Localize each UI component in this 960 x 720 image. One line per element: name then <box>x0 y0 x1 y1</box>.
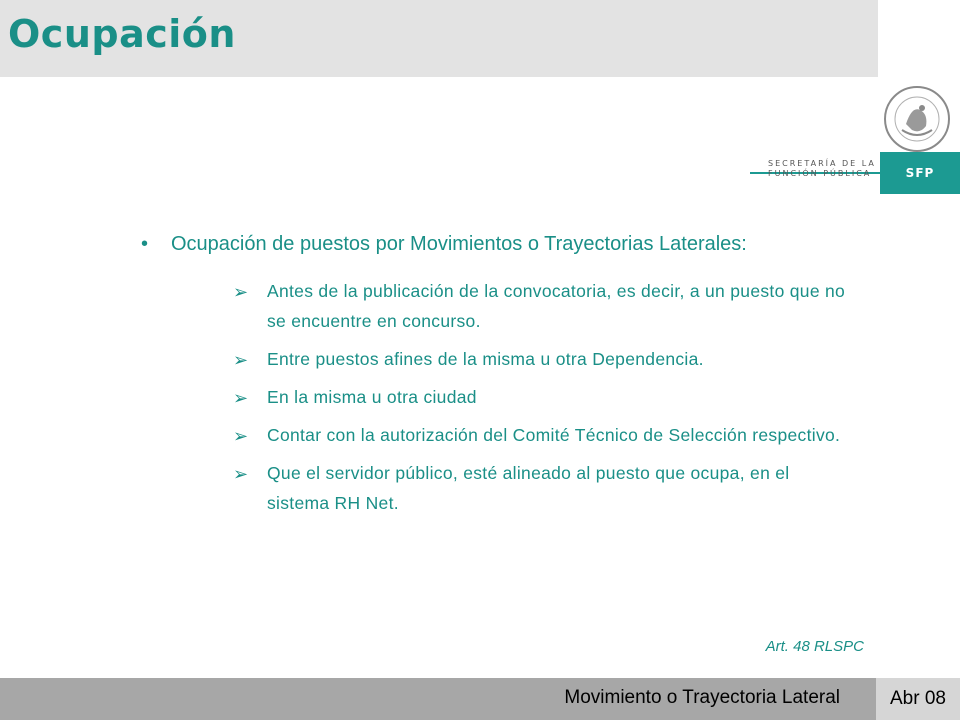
national-seal-icon <box>882 84 952 154</box>
list-item <box>229 382 853 412</box>
arrow-bullet-icon: ➢ <box>233 464 249 484</box>
arrow-bullet-icon: ➢ <box>233 388 249 408</box>
slide-content <box>133 229 853 526</box>
arrow-bullet-icon: ➢ <box>233 350 249 370</box>
footer-date <box>876 678 960 720</box>
legal-reference: Art. 48 RLSPC <box>765 638 864 655</box>
list-item-text: Contar con la autorización del Comité Técnico de Selección respectivo. <box>267 425 841 445</box>
list-item <box>229 420 853 450</box>
list-item <box>229 458 853 518</box>
list-item-text: En la misma u otra ciudad <box>267 387 477 407</box>
sfp-logo <box>880 152 960 194</box>
list-item <box>229 344 853 374</box>
title-bar <box>0 0 878 77</box>
main-bullet-text: Ocupación de puestos por Movimientos o Trayectorias Laterales: <box>171 233 747 255</box>
footer-date-text: Abr 08 <box>890 688 946 709</box>
footer-label: Movimiento o Trayectoria Lateral <box>564 687 840 708</box>
arrow-bullet-icon: ➢ <box>233 282 249 302</box>
sub-bullet-list <box>133 276 853 518</box>
org-name-line1: SECRETARÍA DE LA <box>768 159 876 168</box>
main-bullet-item <box>133 229 853 260</box>
bullet-icon: • <box>141 233 149 255</box>
list-item-text: Entre puestos afines de la misma u otra Dependencia. <box>267 349 704 369</box>
list-item-text: Que el servidor público, esté alineado al puesto que ocupa, en el sistema RH Net. <box>267 463 790 513</box>
arrow-bullet-icon: ➢ <box>233 426 249 446</box>
page-title: Ocupación <box>8 12 236 56</box>
footer-bar <box>0 678 876 720</box>
org-name-line2: FUNCIÓN PÚBLICA <box>768 169 872 178</box>
list-item <box>229 276 853 336</box>
list-item-text: Antes de la publicación de la convocatoria, es decir, a un puesto que no se encuentre en concurso. <box>267 281 846 331</box>
sfp-logo-text: SFP <box>905 166 935 180</box>
header-corner <box>878 0 960 77</box>
org-name <box>768 159 876 179</box>
